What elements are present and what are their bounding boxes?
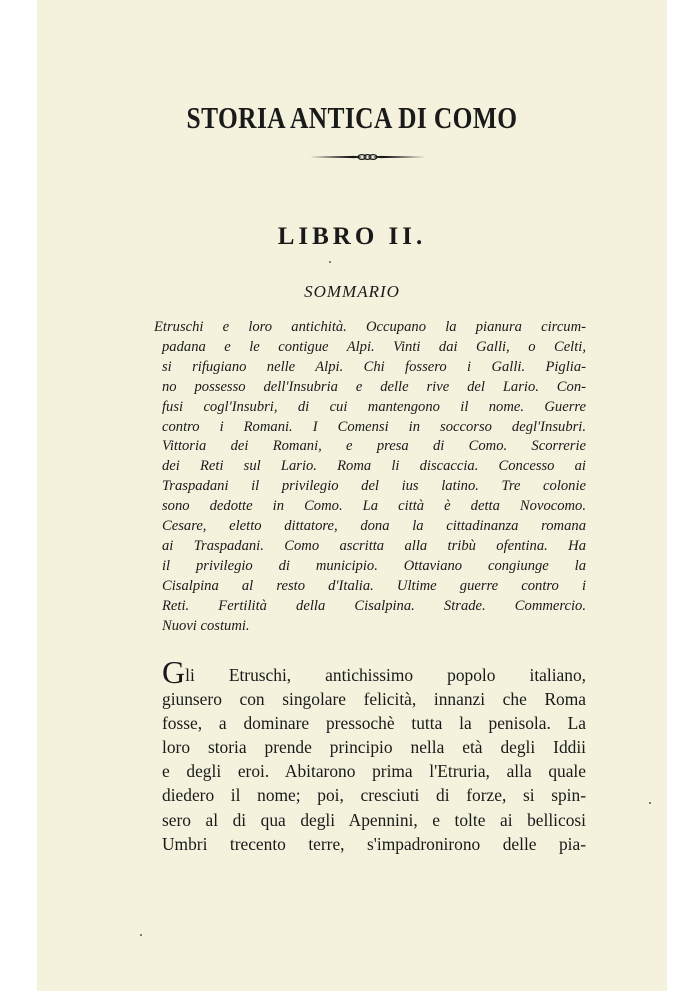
body-line: giunsero con singolare felicità, innanzi che Roma [162,689,586,710]
summary-line: padana e le contigue Alpi. Vinti dai Galli, o Celti, [162,338,586,355]
body-line: diedero il nome; poi, cresciuti di forze, si spin- [162,785,586,806]
body-line: fosse, a dominare pressochè tutta la penisola. La [162,713,586,734]
summary-line: no possesso dell'Insubria e delle rive del Lario. Con- [162,378,586,395]
summary-block [154,318,586,637]
body-paragraph [162,654,586,856]
summary-line: Nuovi costumi. [162,617,250,634]
body-line: loro storia prende principio nella età degli Iddii [162,737,586,758]
summary-line: Traspadani il privilegio del ius latino. Tre colonie [162,478,586,495]
body-line: sero al di qua degli Apennini, e tolte ai bellicosi [162,809,586,830]
print-speck [140,934,142,936]
summary-line: fusi cogl'Insubri, di cui mantengono il nome. Guerre [162,398,586,415]
print-speck [329,261,331,263]
page-title: STORIA ANTICA DI COMO [186,100,518,135]
summary-line: il privilegio di municipio. Ottaviano congiunge la [162,557,586,574]
print-speck [649,802,651,804]
summary-line: sono dedotte in Como. La città è detta Novocomo. [162,498,586,515]
body-line: e degli eroi. Abitarono prima l'Etruria, alla quale [162,761,586,782]
drop-cap: G [162,654,186,690]
summary-line: contro i Romani. I Comensi in soccorso degl'Insubri. [162,418,586,435]
summary-line: Vittoria dei Romani, e presa di Como. Scorrerie [162,438,586,455]
body-line-rest: li Etruschi, antichissimo popolo italiano, [185,665,586,685]
summary-line: dei Reti sul Lario. Roma li discaccia. Concesso ai [162,458,586,475]
summary-line: ai Traspadani. Como ascritta alla tribù ofentina. Ha [162,537,586,554]
summary-heading: SOMMARIO [304,282,400,301]
book-page [37,0,667,991]
summary-line: Etruschi e loro antichità. Occupano la pianura circum- [154,319,586,335]
body-line [162,654,586,690]
summary-line: Reti. Fertilità della Cisalpina. Strade. Commercio. [162,597,586,614]
ornament-divider [310,150,425,164]
summary-line: si rifugiano nelle Alpi. Chi fossero i Galli. Piglia- [162,358,586,375]
body-line: Umbri trecento terre, s'impadronirono delle pia- [162,833,586,854]
summary-line: Cisalpina al resto d'Italia. Ultime guerre contro i [162,577,586,594]
book-heading: LIBRO II. [277,223,427,250]
summary-line: Cesare, eletto dittatore, dona la cittadinanza romana [162,518,586,535]
